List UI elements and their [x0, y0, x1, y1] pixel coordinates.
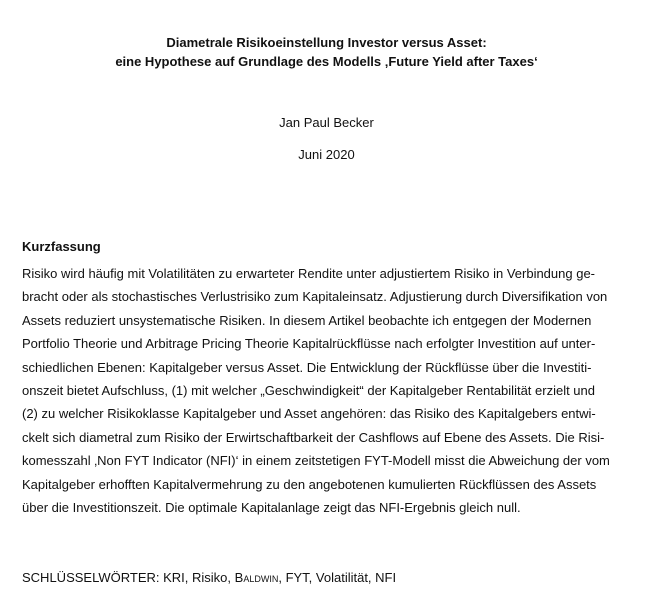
publication-date: Juni 2020: [298, 147, 355, 162]
keyword-baldwin: Baldwin: [234, 570, 279, 585]
abstract-line: bracht oder als stochastisches Verlustrisiko zum Kapitaleinsatz. Adjustierung durch Diversifikation von: [22, 289, 608, 305]
abstract-line: onszeit bietet Aufschluss, (1) mit welcher „Geschwindigkeit“ der Kapitalgeber Rentabilität erzielt und: [22, 383, 595, 399]
abstract-line: schiedlichen Ebenen: Kapitalgeber versus Asset. Die Entwicklung der Rückflüsse über die Investiti-: [22, 359, 592, 375]
abstract-line: komesszahl ‚Non FYT Indicator (NFI)‘ in einem zeitstetigen FYT-Modell misst die Abweichung der vom: [22, 453, 610, 469]
title-line-1: Diametrale Risikoeinstellung Investor versus Asset:: [166, 35, 487, 50]
abstract-line: ckelt sich diametral zum Risiko der Erwirtschaftbarkeit der Cashflows auf Ebene des Assets. Die Risi-: [22, 429, 605, 445]
keywords-part-2: , FYT, Volatilität, NFI: [278, 570, 397, 585]
abstract-line: Assets reduziert unsystematische Risiken. In diesem Artikel beobachte ich entgegen der Modernen: [22, 312, 592, 328]
keywords: [22, 570, 396, 585]
abstract-line: (2) zu welcher Risikoklasse Kapitalgeber und Asset angehören: das Risiko des Kapitalgebers entwi-: [22, 406, 596, 422]
keywords-label: SCHLÜSSELWÖRTER:: [22, 570, 160, 585]
abstract-line: Portfolio Theorie und Arbitrage Pricing Theorie Kapitalrückflüsse nach erfolgter Investition auf unter-: [22, 336, 596, 352]
abstract-line: über die Investitionszeit. Die optimale Kapitalanlage zeigt das NFI-Ergebnis gleich null.: [22, 500, 521, 516]
abstract-line: Risiko wird häufig mit Volatilitäten zu erwarteter Rendite unter adjustiertem Risiko in Verbindung ge-: [22, 266, 596, 281]
title-line-2: eine Hypothese auf Grundlage des Modells ‚Future Yield after Taxes‘: [115, 54, 538, 69]
abstract-heading: Kurzfassung: [22, 239, 101, 254]
abstract-text: [22, 262, 634, 519]
keywords-part-1: KRI, Risiko,: [163, 570, 232, 585]
paper-title: [0, 33, 653, 71]
abstract-line: Kapitalgeber erhofften Kapitalvermehrung zu den angebotenen kumulierten Rückflüssen des Assets: [22, 476, 597, 492]
author: Jan Paul Becker: [279, 115, 374, 130]
